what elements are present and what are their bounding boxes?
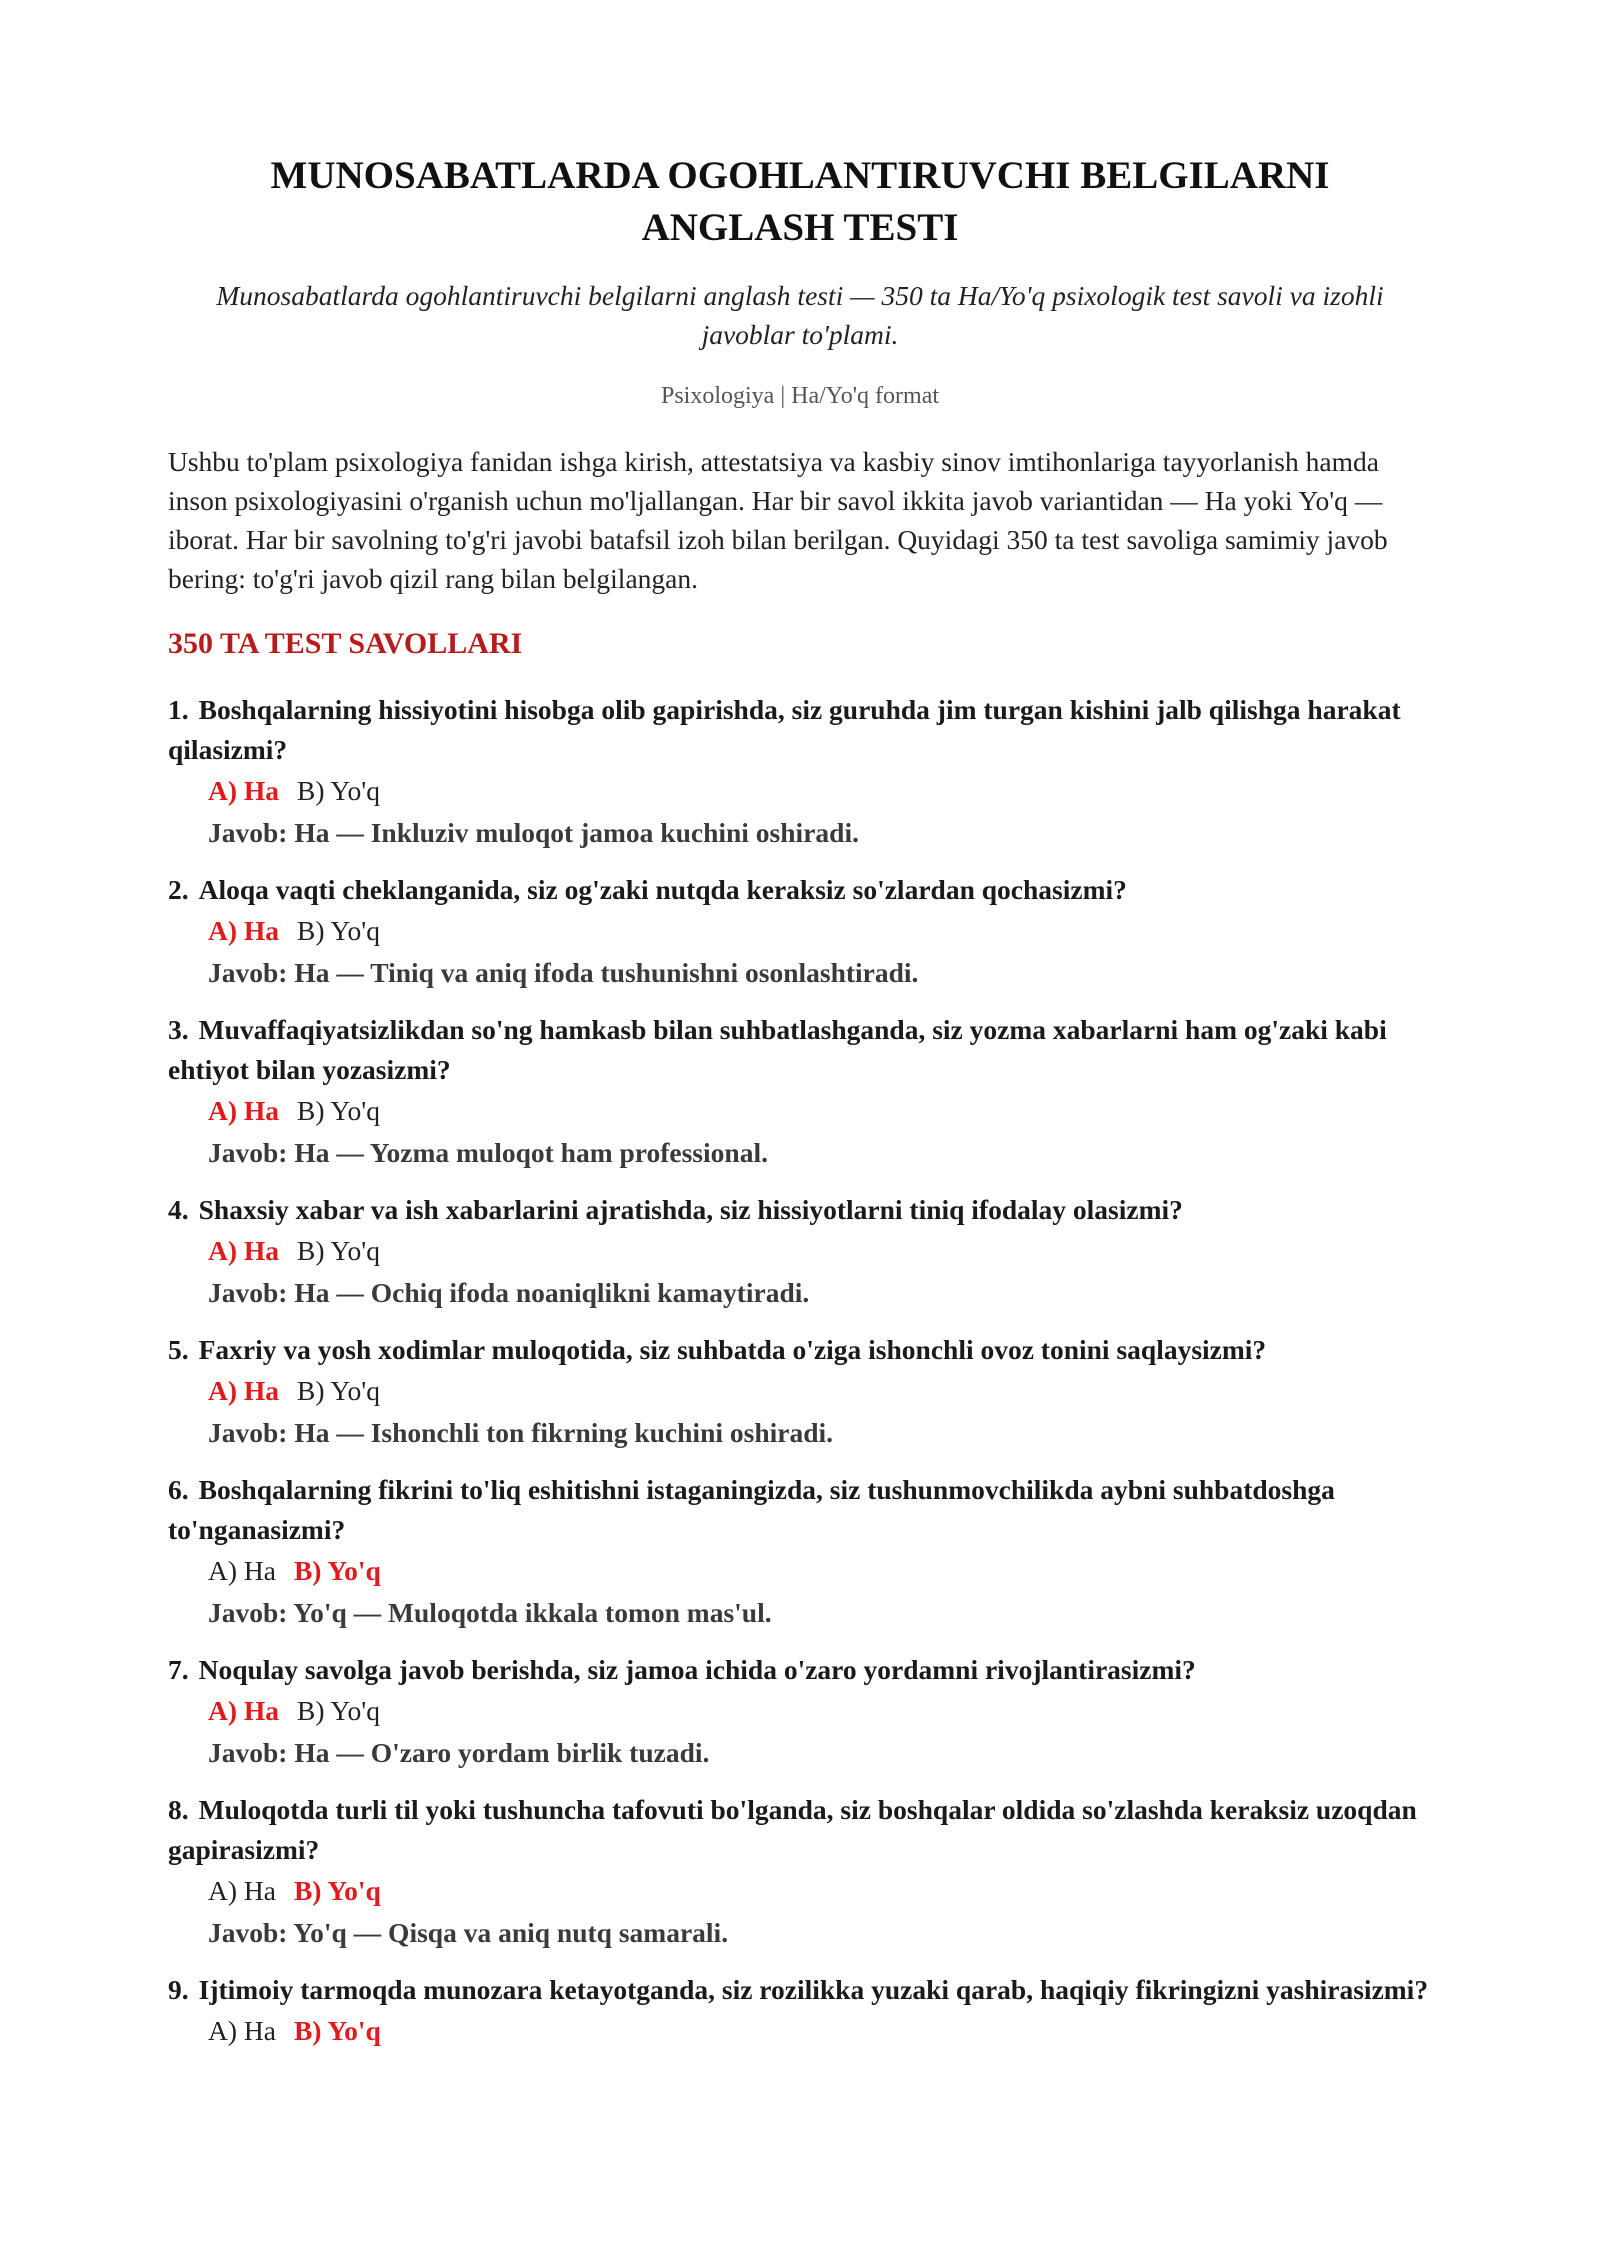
answer-explanation: Javob: Ha — Ochiq ifoda noaniqlikni kamaytiradi. xyxy=(208,1277,810,1308)
answer-explanation: Javob: Yo'q — Muloqotda ikkala tomon mas'ul. xyxy=(208,1597,772,1628)
option-a: A) Ha xyxy=(208,1555,276,1586)
category-meta: Psixologiya | Ha/Yo'q format xyxy=(660,383,940,409)
answer-options xyxy=(168,1230,1432,1272)
question-body: Shaxsiy xabar va ish xabarlarini ajratishda, siz hissiyotlarni tiniq ifodalay olasizmi? xyxy=(198,1194,1183,1225)
question-item xyxy=(168,1650,1432,1774)
answer-options xyxy=(168,2010,1432,2052)
option-b: B) Yo'q xyxy=(297,1695,380,1726)
answer-explanation: Javob: Ha — Ishonchli ton fikrning kuchini oshiradi. xyxy=(208,1417,834,1448)
option-b: B) Yo'q xyxy=(297,1235,380,1266)
option-b: B) Yo'q xyxy=(297,775,380,806)
question-number: 9. xyxy=(168,1974,189,2005)
answer-explanation: Javob: Ha — Tiniq va aniq ifoda tushunishni osonlashtiradi. xyxy=(208,957,919,988)
question-text xyxy=(168,1970,1432,2010)
question-text xyxy=(168,1470,1432,1550)
question-body: Noqulay savolga javob berishda, siz jamoa ichida o'zaro yordamni rivojlantirasizmi? xyxy=(198,1654,1196,1685)
question-item xyxy=(168,1790,1432,1954)
option-a: A) Ha xyxy=(208,1095,280,1126)
question-text xyxy=(168,1010,1432,1090)
page-title xyxy=(168,150,1432,254)
option-b: B) Yo'q xyxy=(293,1555,381,1586)
answer-explanation: Javob: Ha — Yozma muloqot ham professional. xyxy=(208,1137,768,1168)
question-body: Faxriy va yosh xodimlar muloqotida, siz suhbatda o'ziga ishonchli ovoz tonini saqlaysizmi? xyxy=(198,1334,1267,1365)
question-number: 4. xyxy=(168,1194,189,1225)
option-a: A) Ha xyxy=(208,1875,276,1906)
answer-options xyxy=(168,910,1432,952)
option-b: B) Yo'q xyxy=(297,915,380,946)
option-a: A) Ha xyxy=(208,1695,280,1726)
question-item xyxy=(168,1190,1432,1314)
option-a: A) Ha xyxy=(208,915,280,946)
title-line-1: MUNOSABATLARDA OGOHLANTIRUVCHI BELGILARNI xyxy=(270,154,1330,197)
question-number: 1. xyxy=(168,694,189,725)
question-item xyxy=(168,1970,1432,2052)
answer-options xyxy=(168,770,1432,812)
question-item xyxy=(168,690,1432,854)
question-number: 3. xyxy=(168,1014,189,1045)
intro-paragraph: Ushbu to'plam psixologiya fanidan ishga kirish, attestatsiya va kasbiy sinov imtihonlariga tayyorlanish hamda inson psixologiyasini o'rganish uchun mo'ljallangan. Har bir savol ikkita javob variantidan — Ha yoki Yo'q — iborat. Har bir savolning to'g'ri javobi batafsil izoh bilan berilgan. Quyidagi 350 ta test savoliga samimiy javob bering: to'g'ri javob qizil rang bilan belgilangan. xyxy=(168,446,1388,594)
question-list xyxy=(168,690,1432,2052)
question-body: Ijtimoiy tarmoqda munozara ketayotganda, siz rozilikka yuzaki qarab, haqiqiy fikringizni yashirasizmi? xyxy=(198,1974,1429,2005)
question-body: Aloqa vaqti cheklanganida, siz og'zaki nutqda keraksiz so'zlardan qochasizmi? xyxy=(198,874,1127,905)
answer-options xyxy=(168,1550,1432,1592)
answer-explanation: Javob: Yo'q — Qisqa va aniq nutq samarali. xyxy=(208,1917,729,1948)
question-item xyxy=(168,1010,1432,1174)
section-heading: 350 TA TEST SAVOLLARI xyxy=(168,627,523,660)
question-item xyxy=(168,870,1432,994)
option-b: B) Yo'q xyxy=(293,1875,381,1906)
option-b: B) Yo'q xyxy=(297,1095,380,1126)
question-text xyxy=(168,1650,1432,1690)
document-page xyxy=(168,150,1432,2068)
question-body: Boshqalarning hissiyotini hisobga olib gapirishda, siz guruhda jim turgan kishini jalb qilishga harakat qilasizmi? xyxy=(168,694,1401,765)
question-text xyxy=(168,690,1432,770)
option-a: A) Ha xyxy=(208,1375,280,1406)
answer-options xyxy=(168,1870,1432,1912)
answer-options xyxy=(168,1090,1432,1132)
question-text xyxy=(168,1190,1432,1230)
page-subtitle: Munosabatlarda ogohlantiruvchi belgilarni anglash testi — 350 ta Ha/Yo'q psixologik test savoli va izohli javoblar to'plami. xyxy=(216,280,1384,350)
question-item xyxy=(168,1470,1432,1634)
question-number: 6. xyxy=(168,1474,189,1505)
answer-explanation: Javob: Ha — Inkluziv muloqot jamoa kuchini oshiradi. xyxy=(208,817,859,848)
answer-explanation: Javob: Ha — O'zaro yordam birlik tuzadi. xyxy=(208,1737,710,1768)
question-body: Muvaffaqiyatsizlikdan so'ng hamkasb bilan suhbatlashganda, siz yozma xabarlarni ham og'zaki kabi ehtiyot bilan yozasizmi? xyxy=(168,1014,1387,1085)
question-number: 7. xyxy=(168,1654,189,1685)
option-a: A) Ha xyxy=(208,2015,276,2046)
question-text xyxy=(168,1330,1432,1370)
question-number: 2. xyxy=(168,874,189,905)
option-b: B) Yo'q xyxy=(293,2015,381,2046)
question-body: Boshqalarning fikrini to'liq eshitishni istaganingizda, siz tushunmovchilikda aybni suhbatdoshga to'nganasizmi? xyxy=(168,1474,1335,1545)
question-text xyxy=(168,1790,1432,1870)
question-item xyxy=(168,1330,1432,1454)
title-line-2: ANGLASH TESTI xyxy=(641,206,959,249)
answer-options xyxy=(168,1370,1432,1412)
option-b: B) Yo'q xyxy=(297,1375,380,1406)
question-number: 5. xyxy=(168,1334,189,1365)
option-a: A) Ha xyxy=(208,775,280,806)
question-text xyxy=(168,870,1432,910)
question-body: Muloqotda turli til yoki tushuncha tafovuti bo'lganda, siz boshqalar oldida so'zlashda keraksiz uzoqdan gapirasizmi? xyxy=(168,1794,1417,1865)
question-number: 8. xyxy=(168,1794,189,1825)
answer-options xyxy=(168,1690,1432,1732)
option-a: A) Ha xyxy=(208,1235,280,1266)
